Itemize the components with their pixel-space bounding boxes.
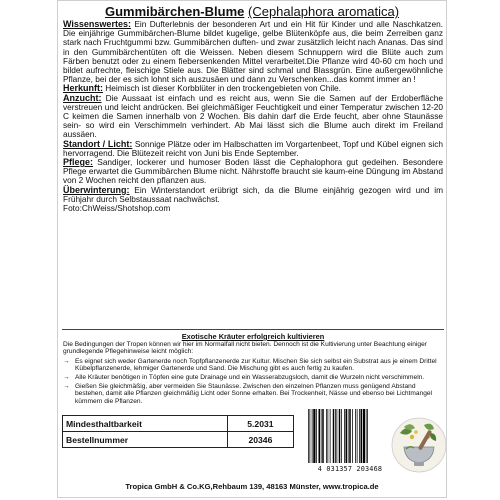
table-row — [63, 416, 294, 432]
info-label: Bestellnummer — [63, 432, 228, 448]
care-tips-list — [63, 358, 443, 406]
info-value: 5.2031 — [227, 416, 293, 432]
section-standort — [63, 140, 443, 158]
care-tip-text: Gießen Sie gleichmäßig, aber vermeiden Sie Staunässe. Zwischen den einzelnen Pflanzen muss genügend Abstand bestehen, damit alle Pflanzen gleichmäßig Licht oder Sonne erhalten. Bei Trockenheit, Nässe und ebenso bei Lichtmangel kümmern die Pflanzen. — [75, 382, 433, 405]
section-wissenswertes — [63, 20, 443, 84]
info-table — [62, 415, 294, 448]
product-latin-name: (Cephalaphora aromatica) — [248, 4, 400, 19]
arrow-icon: → — [63, 373, 70, 381]
care-tip-text: Es eignet sich weder Gartenerde noch Topfpflanzenerde zur Kultur. Mischen Sie sich selbst ein Substrat aus je einem Drittel Kübelpflanzenerde, lehmiger Gartenerde und Sand. Die Mischung gibt es auch fertig zu kaufen. — [75, 357, 437, 373]
info-value: 20346 — [227, 432, 293, 448]
care-tip-text: Alle Kräuter benötigen in Töpfen eine gute Drainage und ein Wasserabzugsloch, damit die Wurzeln nicht verschimmeln. — [75, 373, 425, 381]
exotic-herbs-box — [63, 333, 443, 406]
care-tip — [63, 358, 443, 373]
section-text: Sonnige Plätze oder im Halbschatten im Vorgartenbeet, Topf und Kübel eignen sich hervorragend. Die Blütezeit reicht von Juni bis Ende September. — [63, 138, 443, 158]
section-heading: Überwinterung: — [63, 184, 130, 195]
section-text: Ein Winterstandort erübrigt sich, da die Blume einjährig gezogen wird und im Frühjahr durch Selbstaussaat nachwächst. — [63, 184, 443, 204]
barcode — [306, 409, 392, 463]
seed-packet-label — [57, 0, 447, 498]
info-label: Mindesthaltbarkeit — [63, 416, 228, 432]
section-pflege — [63, 158, 443, 186]
section-text: Ein Dufterlebnis der besonderen Art und ein Hit für Kinder und alle Naschkatzen. Die einjährige Gummibärchen-Blume bildet kugelige, gelbe Blütenköpfe aus, die beim Zerreiben ganz stark nach Fruchtgummi bzw. Gummibärchen duften- und zwar zusätzlich leicht nach Ananas. Das sind in den Gummibärchentüten oft die Weissen. Neben diesem Schnuppern wird die Blüte auch zum Färben benutzt oder zu einem fiebersenkenden Mittel verarbeitet.Die Pflanze wird 40-60 cm hoch und bildet aufrechte, fleischige Stiele aus. Die Blätter sind schmal und Blassgrün. Eine außergewöhnliche Pflanze, bei der es sich lohnt sich auszusäen und dann zu Verschenken...das kommt immer an ! — [63, 19, 443, 85]
care-tip — [63, 374, 443, 382]
product-name: Gummibärchen-Blume — [104, 4, 245, 19]
table-row — [63, 432, 294, 448]
arrow-icon: → — [63, 357, 70, 365]
section-text: Heimisch ist dieser Korbblüter in den trockengebieten von Chile. — [103, 83, 341, 94]
company-footer: Tropica GmbH & Co.KG,Rehbaum 139, 48163 Münster, www.tropica.de — [125, 482, 379, 491]
herb-mortar-pestle-logo-icon — [390, 415, 448, 475]
photo-credit: Foto:ChWeiss/Shotshop.com — [63, 203, 171, 214]
section-heading: Pflege: — [63, 157, 94, 168]
section-ueberwinterung — [63, 186, 443, 204]
section-heading: Standort / Licht: — [63, 138, 133, 149]
exotic-intro: Die Bedingungen der Tropen können wir hier im Normalfall nicht bieten. Dennoch ist die Kultivierung unter Beachtung einiger grundlegende Pflegehinweise leicht möglich: — [63, 340, 427, 356]
barcode-number: 4 031357 203468 — [317, 465, 383, 473]
section-anzucht — [63, 94, 443, 140]
product-title — [58, 4, 446, 19]
section-divider — [62, 329, 444, 330]
arrow-icon: → — [63, 382, 70, 390]
section-text: Sandiger, lockerer und humoser Boden lässt die Cephalophora gut gedeihen. Besondere Pflege erwartet die Gummibärchen Blume nicht. Nährstoffe braucht sie kaum-eine Düngung im Abstand von 2 Wochen reicht den pflanzen aus. — [63, 157, 443, 186]
section-heading: Wissenswertes: — [63, 19, 131, 29]
plant-description — [63, 20, 443, 213]
exotic-heading: Exotische Kräuter erfolgreich kultivieren — [181, 332, 325, 341]
section-text: Die Aussaat ist einfach und es reicht aus, wenn Sie die Samen auf der Erdoberfläche verstreuen und leicht andrücken. Bei gleichmäßiger Feuchtigkeit und einer Temperatur zwischen 12-20 C keimen die Samen innerhalb von 2 Wochen. Bis dahin darf die Erde feucht, aber ohne Staunässe sein- so wird ein Verschimmeln verhindert. Ab Mai lässt sich die Blume auch direkt im Freiland aussäen. — [63, 92, 443, 140]
care-tip — [63, 383, 443, 406]
section-heading: Anzucht: — [63, 92, 102, 103]
section-heading: Herkunft: — [63, 83, 103, 94]
